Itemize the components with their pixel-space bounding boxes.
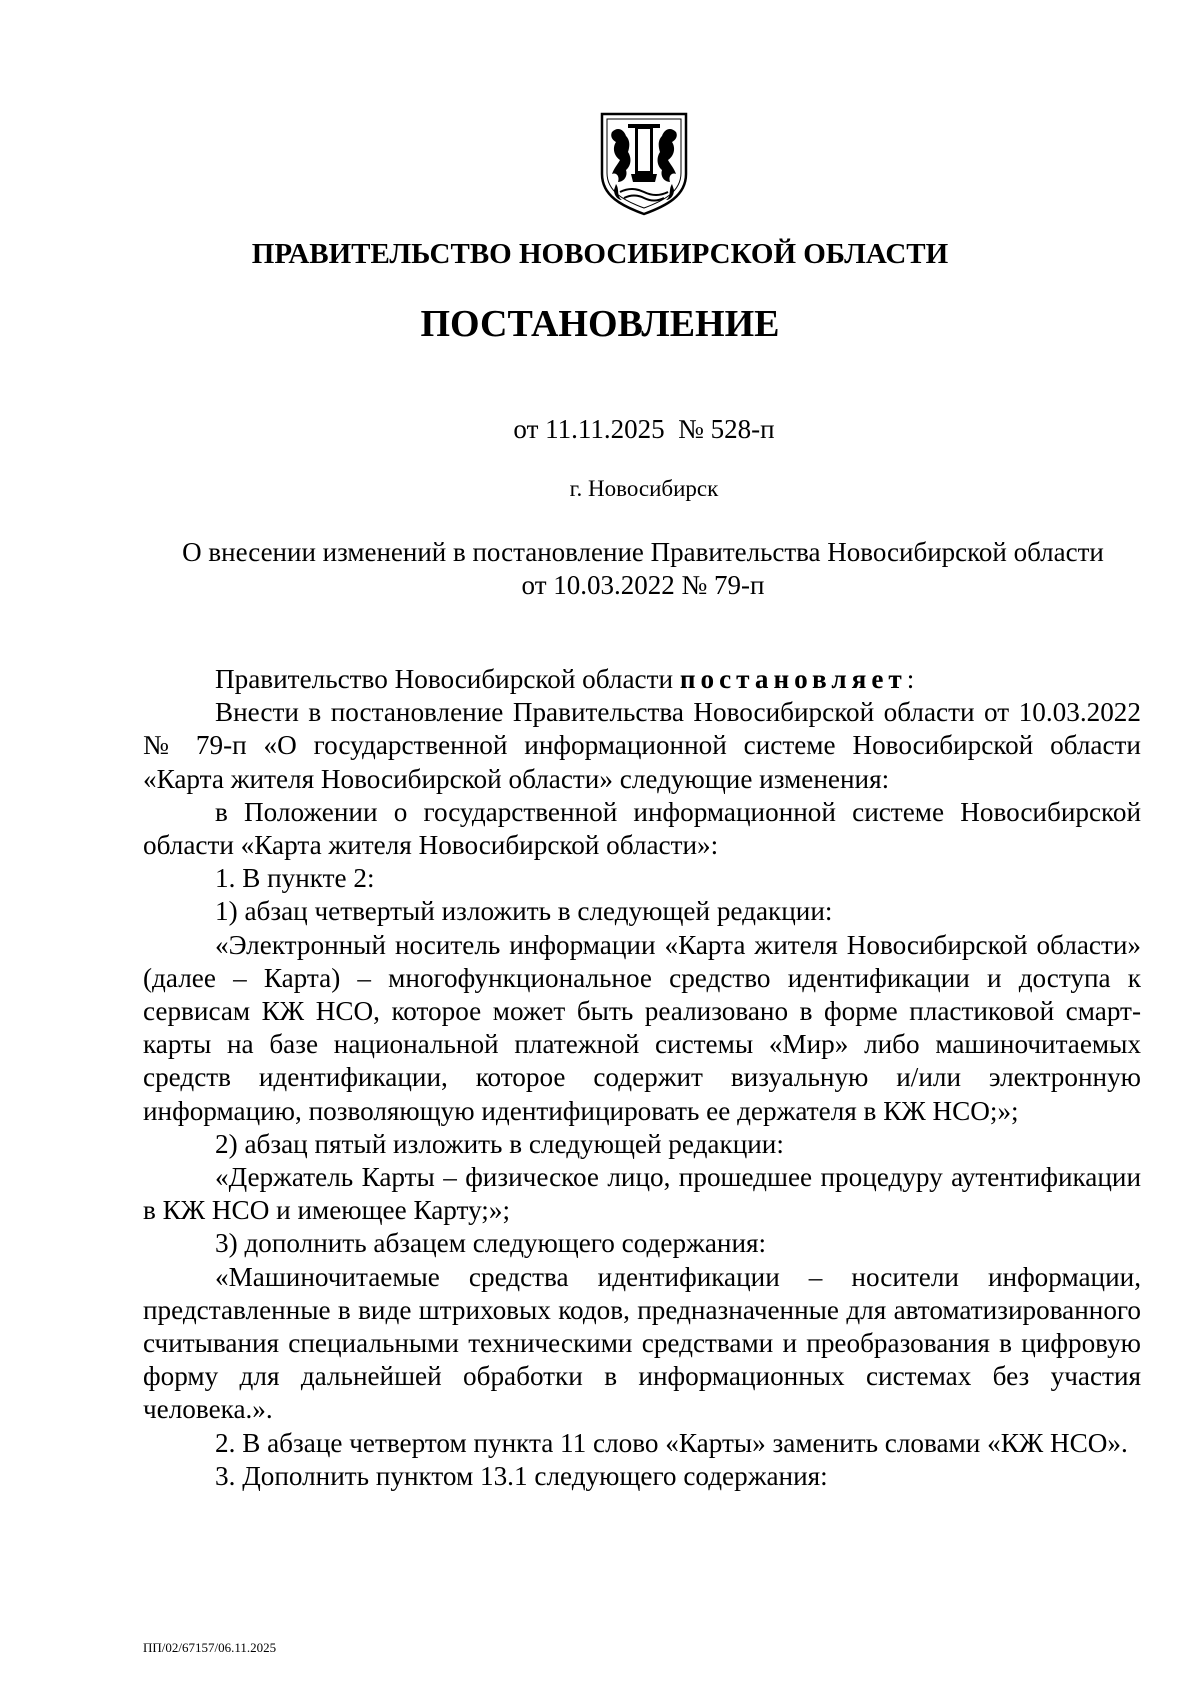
document-date-number: от 11.11.2025 № 528-п <box>513 414 775 444</box>
body-paragraph: 2) абзац пятый изложить в следующей редакции: <box>215 1128 784 1159</box>
body-paragraph: 2. В абзаце четвертом пункта 11 слово «Карты» заменить словами «КЖ НСО». <box>215 1427 1128 1458</box>
coat-of-arms-icon <box>598 112 690 216</box>
document-city: г. Новосибирск <box>569 476 719 501</box>
body-paragraph: 3. Дополнить пунктом 13.1 следующего содержания: <box>215 1460 828 1491</box>
intro-text: Правительство Новосибирской области <box>215 664 680 694</box>
body-paragraph: «Электронный носитель информации «Карта жителя Новосибирской области» (далее – Карта) – многофункциональное средство идентификации и доступа к сервисам КЖ НСО, которое может быть реализовано в форме пластиковой смарт-карты на базе национальной платежной системы «Мир» либо машиночитаемых средств идентификации, которое содержит визуальную и/или электронную информацию, позволяющую идентифицировать ее держателя в КЖ НСО;»; <box>143 929 1141 1126</box>
document-body <box>143 663 1141 1493</box>
title-line-2: от 10.03.2022 № 79-п <box>521 570 765 600</box>
body-paragraph: 1. В пункте 2: <box>215 863 375 894</box>
body-paragraph: «Держатель Карты – физическое лицо, прошедшее процедуру аутентификации в КЖ НСО и имеющее Карту;»; <box>143 1162 1141 1226</box>
document-title <box>150 536 1136 602</box>
decree-word: постановляет <box>679 664 907 694</box>
body-paragraph: 1) абзац четвертый изложить в следующей редакции: <box>215 896 833 927</box>
intro-paragraph <box>143 663 1141 696</box>
body-paragraph: 3) дополнить абзацем следующего содержания: <box>215 1228 767 1259</box>
organization-name: ПРАВИТЕЛЬСТВО НОВОСИБИРСКОЙ ОБЛАСТИ <box>251 238 949 270</box>
document-type: ПОСТАНОВЛЕНИЕ <box>420 303 780 345</box>
body-paragraph: в Положении о государственной информационной системе Новосибирской области «Карта жителя Новосибирской области»: <box>143 796 1141 861</box>
intro-colon: : <box>906 664 915 694</box>
document-footer-code: ПП/02/67157/06.11.2025 <box>143 1640 277 1655</box>
body-paragraph: «Машиночитаемые средства идентификации – носители информации, представленные в виде штриховых кодов, предназначенные для автоматизированного считывания специальными техническими средствами и преобразования в цифровую форму для дальнейшей обработки в информационных системах без участия человека.». <box>143 1261 1141 1425</box>
body-paragraph: Внести в постановление Правительства Новосибирской области от 10.03.2022 № 79-п «О государственной информационной системе Новосибирской области «Карта жителя Новосибирской области» следующие изменения: <box>143 697 1141 794</box>
title-line-1: О внесении изменений в постановление Правительства Новосибирской области <box>182 537 1104 567</box>
